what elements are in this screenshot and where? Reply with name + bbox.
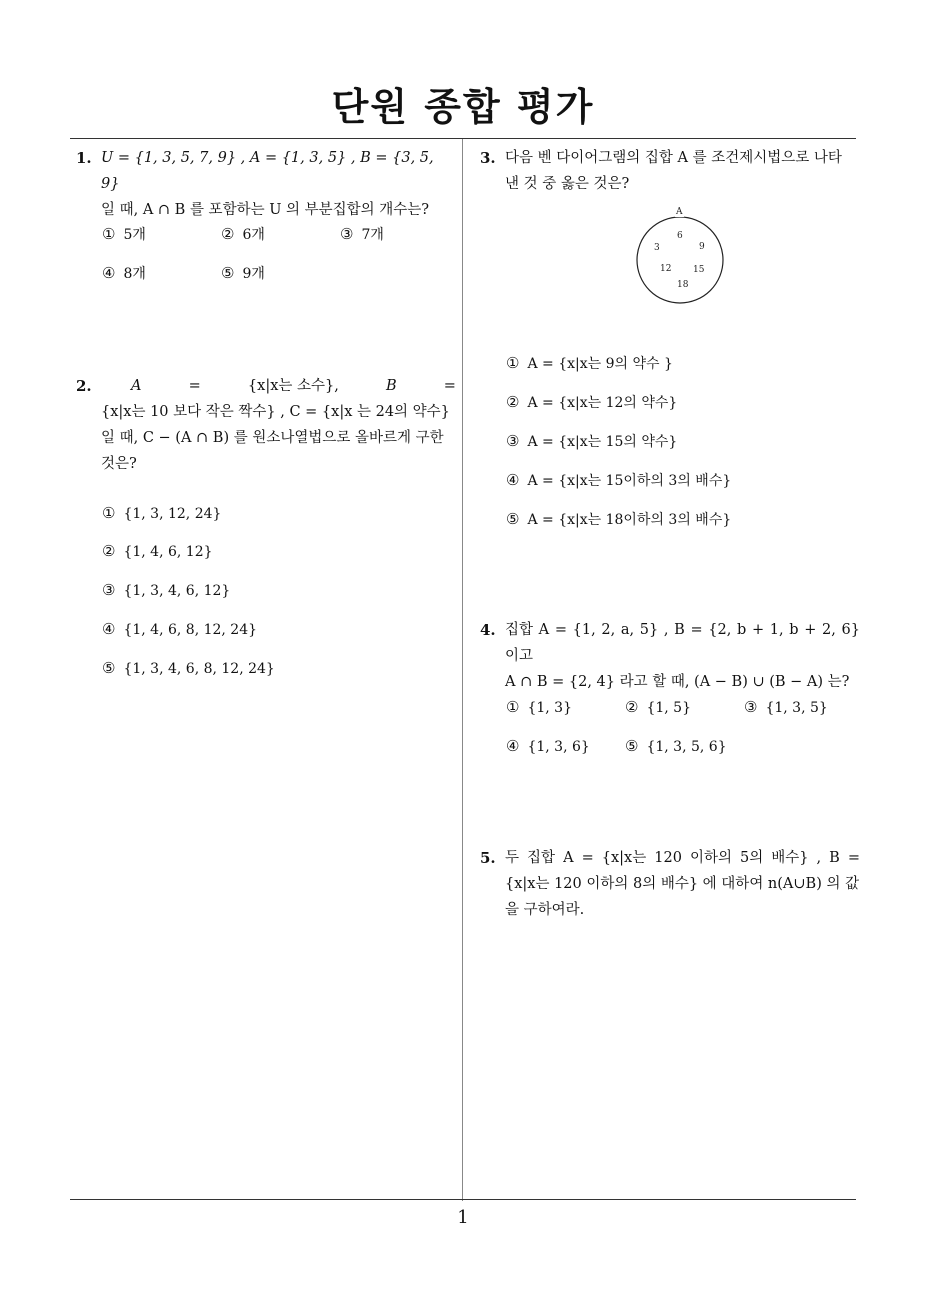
answer-option[interactable] xyxy=(506,431,677,451)
option-text: {1, 3, 6} xyxy=(527,739,590,755)
answer-option[interactable] xyxy=(506,470,731,490)
answer-option[interactable] xyxy=(506,698,572,716)
question-text-line: 을 구하여라. xyxy=(505,902,585,918)
question-text-line: 것은? xyxy=(101,456,137,472)
question-2 xyxy=(76,373,456,477)
option-mark: ④ xyxy=(506,737,520,755)
option-mark: ④ xyxy=(102,264,116,282)
page-number: 1 xyxy=(457,1207,469,1228)
venn-element: 18 xyxy=(677,280,689,290)
column-divider xyxy=(462,139,463,1201)
venn-element: 15 xyxy=(693,265,705,275)
option-text: 7개 xyxy=(361,227,384,243)
option-mark: ⑤ xyxy=(221,264,235,282)
question-text-line: 두 집합 A = {x|x는 120 이하의 5의 배수} , B = xyxy=(505,850,860,866)
option-text: 6개 xyxy=(242,227,265,243)
text-fragment: = xyxy=(443,378,456,394)
question-text-line: 일 때, C − (A ∩ B) 를 원소나열법으로 올바르게 구한 xyxy=(101,430,444,446)
option-mark: ③ xyxy=(506,432,520,450)
option-text: {1, 5} xyxy=(646,700,691,716)
answer-option[interactable] xyxy=(744,698,828,716)
option-text: {1, 3, 12, 24} xyxy=(123,506,222,522)
question-text-line: {x|x는 120 이하의 8의 배수} 에 대하여 n(A∪B) 의 값 xyxy=(505,876,860,892)
option-mark: ③ xyxy=(744,698,758,716)
option-mark: ⑤ xyxy=(506,510,520,528)
option-text: {1, 4, 6, 12} xyxy=(123,544,213,560)
answer-option[interactable] xyxy=(340,224,384,244)
text-fragment: B xyxy=(386,378,397,394)
option-mark: ① xyxy=(506,698,520,716)
option-mark: ③ xyxy=(340,225,354,243)
question-1 xyxy=(76,145,456,223)
answer-option[interactable] xyxy=(506,509,731,529)
question-text-line: U = {1, 3, 5, 7, 9} , A = {1, 3, 5} , B = {3, 5, 9} xyxy=(101,150,434,192)
question-3 xyxy=(480,145,860,197)
option-text: A = {x|x는 12의 약수} xyxy=(527,395,678,411)
page-title: 단원 종합 평가 xyxy=(331,85,595,129)
option-text: A = {x|x는 18이하의 3의 배수} xyxy=(527,512,732,528)
answer-option[interactable] xyxy=(102,263,146,283)
question-number: 2. xyxy=(76,377,92,395)
option-mark: ⑤ xyxy=(625,737,639,755)
question-4 xyxy=(480,617,860,695)
option-mark: ② xyxy=(221,225,235,243)
answer-option[interactable] xyxy=(102,581,230,599)
answer-option[interactable] xyxy=(102,224,146,244)
footer-rule xyxy=(70,1199,856,1200)
question-text-line: A ∩ B = {2, 4} 라고 할 때, (A − B) ∪ (B − A) 는? xyxy=(505,674,850,690)
answer-option[interactable] xyxy=(221,263,265,283)
option-mark: ④ xyxy=(506,471,520,489)
text-fragment: {x|x는 소수}, xyxy=(247,378,339,394)
option-text: {1, 3} xyxy=(527,700,572,716)
text-fragment: = xyxy=(188,378,201,394)
option-text: 5개 xyxy=(123,227,146,243)
question-text-line: {x|x는 10 보다 작은 짝수} , C = {x|x 는 24의 약수} xyxy=(101,404,450,420)
question-number: 3. xyxy=(480,149,496,167)
answer-option[interactable] xyxy=(625,737,727,755)
option-mark: ① xyxy=(506,354,520,372)
option-text: A = {x|x는 15의 약수} xyxy=(527,434,678,450)
option-text: A = {x|x는 15이하의 3의 배수} xyxy=(527,473,732,489)
venn-element: 12 xyxy=(660,264,672,274)
venn-circle-svg xyxy=(630,208,730,308)
question-text-line: 집합 A = {1, 2, a, 5} , B = {2, b + 1, b + 2, 6} 이고 xyxy=(505,622,860,664)
option-text: {1, 3, 5, 6} xyxy=(646,739,727,755)
question-5 xyxy=(480,845,860,923)
venn-circle xyxy=(637,217,723,303)
option-mark: ② xyxy=(625,698,639,716)
option-mark: ② xyxy=(506,393,520,411)
question-number: 4. xyxy=(480,621,496,639)
answer-option[interactable] xyxy=(506,392,677,412)
question-number: 1. xyxy=(76,149,92,167)
option-mark: ③ xyxy=(102,581,116,599)
header-rule xyxy=(70,138,856,139)
option-text: {1, 3, 5} xyxy=(765,700,828,716)
option-text: {1, 4, 6, 8, 12, 24} xyxy=(123,622,258,638)
venn-set-label: A xyxy=(676,207,683,217)
option-mark: ⑤ xyxy=(102,659,116,677)
answer-option[interactable] xyxy=(102,659,275,677)
answer-option[interactable] xyxy=(506,737,590,755)
option-mark: ④ xyxy=(102,620,116,638)
venn-element: 9 xyxy=(699,242,705,252)
question-text-line: 일 때, A ∩ B 를 포함하는 U 의 부분집합의 개수는? xyxy=(101,202,430,218)
answer-option[interactable] xyxy=(102,542,213,560)
option-text: {1, 3, 4, 6, 8, 12, 24} xyxy=(123,661,275,677)
option-mark: ① xyxy=(102,504,116,522)
answer-option[interactable] xyxy=(506,353,673,373)
answer-option[interactable] xyxy=(625,698,691,716)
text-fragment: A xyxy=(131,378,142,394)
answer-option[interactable] xyxy=(221,224,265,244)
option-text: 9개 xyxy=(242,266,265,282)
option-text: 8개 xyxy=(123,266,146,282)
question-text-line: 낸 것 중 옳은 것은? xyxy=(505,176,630,192)
option-text: A = {x|x는 9의 약수 } xyxy=(527,356,673,372)
question-text-line: 다음 벤 다이어그램의 집합 A 를 조건제시법으로 나타 xyxy=(505,150,842,166)
venn-element: 3 xyxy=(654,243,660,253)
question-number: 5. xyxy=(480,849,496,867)
venn-diagram xyxy=(630,208,730,308)
answer-option[interactable] xyxy=(102,620,257,638)
venn-element: 6 xyxy=(677,231,683,241)
answer-option[interactable] xyxy=(102,504,221,522)
option-mark: ② xyxy=(102,542,116,560)
question-text-line xyxy=(101,373,456,399)
option-mark: ① xyxy=(102,225,116,243)
option-text: {1, 3, 4, 6, 12} xyxy=(123,583,231,599)
